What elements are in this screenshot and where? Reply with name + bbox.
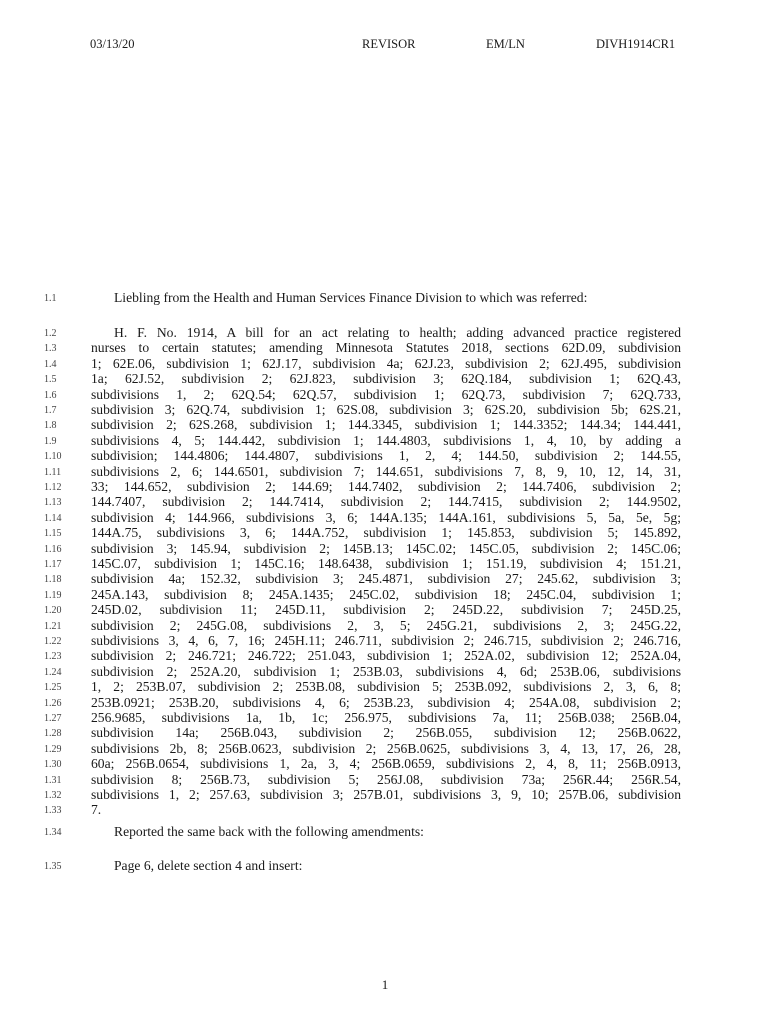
line-text: subdivision 4a; 152.32, subdivision 3; 245.4871, subdivision 27; 245.62, subdivision 3; <box>91 571 681 587</box>
line-text: 253B.0921; 253B.20, subdivisions 4, 6; 253B.23, subdivision 4; 254A.08, subdivision 2; <box>91 694 681 710</box>
line-text: subdivisions 1, 2; 257.63, subdivision 3; 257B.01, subdivisions 3, 9, 10; 257B.06, subdivision <box>91 787 681 802</box>
line-text: subdivisions 2, 6; 144.6501, subdivision 7; 144.651, subdivisions 7, 8, 9, 10, 12, 14, 31, <box>91 463 681 479</box>
header-office: REVISOR <box>362 37 416 51</box>
header-doc-id: DIVH1914CR1 <box>596 37 676 51</box>
line-text: subdivision 4; 144.966, subdivisions 3, 6; 144A.135; 144A.161, subdivisions 5, 5a, 5e, 5g; <box>91 509 681 525</box>
line-text: 245A.143, subdivision 8; 245A.1435; 245C.02, subdivision 18; 245C.04, subdivision 1; <box>91 586 681 602</box>
line-number: 1.14 <box>44 512 62 524</box>
line-text: subdivisions 3, 4, 6, 7, 16; 245H.11; 246.711, subdivision 2; 246.715, subdivision 2; 246.716, <box>91 633 681 648</box>
line-text: 1a; 62J.52, subdivision 2; 62J.823, subdivision 3; 62Q.184, subdivision 1; 62Q.43, <box>91 371 681 387</box>
line-number: 1.11 <box>44 466 62 478</box>
line-number: 1.20 <box>44 605 62 617</box>
page-number: 1 <box>381 977 389 992</box>
line-number: 1.28 <box>44 728 62 740</box>
line-text: subdivision 14a; 256B.043, subdivision 2; 256B.055, subdivision 12; 256B.0622, <box>91 725 681 741</box>
line-number: 1.27 <box>44 713 62 724</box>
line-text: subdivision 3; 62Q.74, subdivision 1; 62S.08, subdivision 3; 62S.20, subdivision 5b; 62S.21, <box>91 402 681 417</box>
line-number: 1.26 <box>44 697 62 709</box>
line-number: 1.8 <box>44 420 57 432</box>
line-number: 1.17 <box>44 559 62 570</box>
line-number: 1.34 <box>44 827 62 838</box>
line-number: 1.12 <box>44 482 62 493</box>
line-number: 1.3 <box>44 343 57 355</box>
line-text: 1, 2; 253B.07, subdivision 2; 253B.08, subdivision 5; 253B.092, subdivisions 2, 3, 6, 8; <box>91 679 681 695</box>
line-number: 1.13 <box>44 497 62 509</box>
line-text: subdivision 2; 252A.20, subdivision 1; 253B.03, subdivisions 4, 6d; 253B.06, subdivisions <box>91 663 681 679</box>
line-number: 1.31 <box>44 774 62 786</box>
line-number: 1.22 <box>44 636 62 647</box>
line-number: 1.35 <box>44 861 62 872</box>
line-number: 1.32 <box>44 790 62 801</box>
line-number: 1.33 <box>44 805 62 817</box>
line-number: 1.2 <box>44 328 57 339</box>
line-text: subdivision 8; 256B.73, subdivision 5; 256J.08, subdivision 73a; 256R.44; 256R.54, <box>91 771 681 787</box>
line-number: 1.16 <box>44 543 62 555</box>
line-number: 1.7 <box>44 405 57 416</box>
line-number: 1.15 <box>44 528 62 540</box>
line-text: subdivision 2; 246.721; 246.722; 251.043, subdivision 1; 252A.02, subdivision 12; 252A.04, <box>91 648 681 664</box>
line-number: 1.1 <box>44 293 57 304</box>
line-number: 1.23 <box>44 651 62 663</box>
header-author: EM/LN <box>486 37 525 51</box>
line-text: 33; 144.652, subdivision 2; 144.69; 144.7402, subdivision 2; 144.7406, subdivision 2; <box>91 479 681 494</box>
line-text: 60a; 256B.0654, subdivisions 1, 2a, 3, 4; 256B.0659, subdivisions 2, 4, 8, 11; 256B.0913, <box>91 756 681 772</box>
line-text: subdivision 3; 145.94, subdivision 2; 145B.13; 145C.02; 145C.05, subdivision 2; 145C.06; <box>91 540 681 556</box>
line-text: 7. <box>91 802 102 818</box>
line-number: 1.4 <box>44 358 57 370</box>
line-number: 1.19 <box>44 589 62 601</box>
line-text: H. F. No. 1914, A bill for an act relating to health; adding advanced practice registered <box>114 325 681 340</box>
line-number: 1.6 <box>44 389 57 401</box>
line-text: 144A.75, subdivisions 3, 6; 144A.752, subdivision 1; 145.853, subdivision 5; 145.892, <box>91 525 681 541</box>
line-number: 1.9 <box>44 435 57 447</box>
line-text: subdivision 2; 245G.08, subdivisions 2, 3, 5; 245G.21, subdivisions 2, 3; 245G.22, <box>91 617 681 633</box>
line-text: 144.7407, subdivision 2; 144.7414, subdivision 2; 144.7415, subdivision 2; 144.9502, <box>91 494 681 510</box>
line-number: 1.5 <box>44 374 57 386</box>
line-number: 1.18 <box>44 574 62 586</box>
line-text: Liebling from the Health and Human Services Finance Division to which was referred: <box>114 290 588 305</box>
line-text: subdivision 2; 62S.268, subdivision 1; 144.3345, subdivision 1; 144.3352; 144.34; 144.441, <box>91 417 681 433</box>
line-text: nurses to certain statutes; amending Minnesota Statutes 2018, sections 62D.09, subdivision <box>91 340 681 356</box>
line-number: 1.10 <box>44 451 62 463</box>
header-date: 03/13/20 <box>90 37 135 51</box>
line-text: 256.9685, subdivisions 1a, 1b, 1c; 256.975, subdivisions 7a, 11; 256B.038; 256B.04, <box>91 710 681 725</box>
line-number: 1.30 <box>44 759 62 771</box>
line-text: subdivision; 144.4806; 144.4807, subdivisions 1, 2, 4; 144.50, subdivision 2; 144.55, <box>91 448 681 464</box>
line-text: Page 6, delete section 4 and insert: <box>114 858 303 873</box>
line-number: 1.21 <box>44 620 62 632</box>
line-text: subdivisions 1, 2; 62Q.54; 62Q.57, subdivision 1; 62Q.73, subdivision 7; 62Q.733, <box>91 386 681 402</box>
line-text: Reported the same back with the following amendments: <box>114 824 424 839</box>
line-number: 1.29 <box>44 743 62 755</box>
line-text: 245D.02, subdivision 11; 245D.11, subdivision 2; 245D.22, subdivision 7; 245D.25, <box>91 602 681 618</box>
line-text: subdivisions 4, 5; 144.442, subdivision 1; 144.4803, subdivisions 1, 4, 10, by adding a <box>91 432 681 448</box>
line-number: 1.25 <box>44 682 62 694</box>
line-text: 1; 62E.06, subdivision 1; 62J.17, subdivision 4a; 62J.23, subdivision 2; 62J.495, subdivision <box>91 355 681 371</box>
line-text: subdivisions 2b, 8; 256B.0623, subdivision 2; 256B.0625, subdivisions 3, 4, 13, 17, 26, 28, <box>91 740 681 756</box>
line-text: 145C.07, subdivision 1; 145C.16; 148.6438, subdivision 1; 151.19, subdivision 4; 151.21, <box>91 556 681 571</box>
line-number: 1.24 <box>44 666 62 678</box>
